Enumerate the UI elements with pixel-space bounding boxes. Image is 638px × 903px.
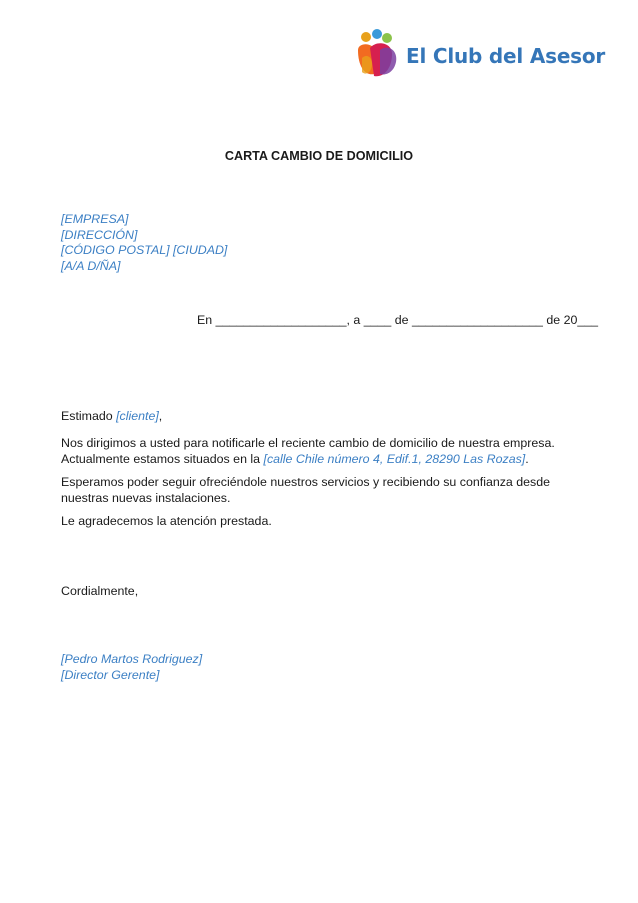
greeting-prefix: Estimado xyxy=(61,409,117,423)
recipient-address xyxy=(61,212,227,274)
address-street: [DIRECCIÓN] xyxy=(61,227,138,242)
signature-role: [Director Gerente] xyxy=(61,667,160,682)
address-postal-city: [CÓDIGO POSTAL] [CIUDAD] xyxy=(61,243,228,257)
date-line: En ___________________, a ____ de ___________________ de 20___ xyxy=(197,313,599,327)
document-title: CARTA CAMBIO DE DOMICILIO xyxy=(224,149,414,163)
paragraph-1-text: Nos dirigimos a usted para notificarle el reciente cambio de domicilio de nuestra empresa. Actualmente estamos situados en la xyxy=(61,436,555,466)
body-paragraph-2: Esperamos poder seguir ofreciéndole nuestros servicios y recibiendo su confianza desde nuestras nuevas instalaciones. xyxy=(61,475,551,505)
logo-text: El Club del Asesor xyxy=(406,44,606,68)
address-company: [EMPRESA] xyxy=(61,212,129,226)
greeting-recipient: [cliente] xyxy=(116,409,159,423)
body-paragraph-3: Le agradecemos la atención prestada. xyxy=(61,514,272,528)
body-paragraph-1 xyxy=(61,436,591,467)
signature xyxy=(61,652,202,683)
new-address: [calle Chile número 4, Edif.1, 28290 Las Rozas] xyxy=(263,451,526,466)
greeting xyxy=(61,409,162,423)
closing: Cordialmente, xyxy=(61,584,139,598)
club-people-icon xyxy=(352,28,404,84)
address-attention: [A/A D/ÑA] xyxy=(61,258,121,273)
company-logo xyxy=(352,28,606,84)
paragraph-1-end: . xyxy=(525,451,529,466)
signature-name: [Pedro Martos Rodriguez] xyxy=(61,652,203,666)
greeting-suffix: , xyxy=(158,409,163,423)
